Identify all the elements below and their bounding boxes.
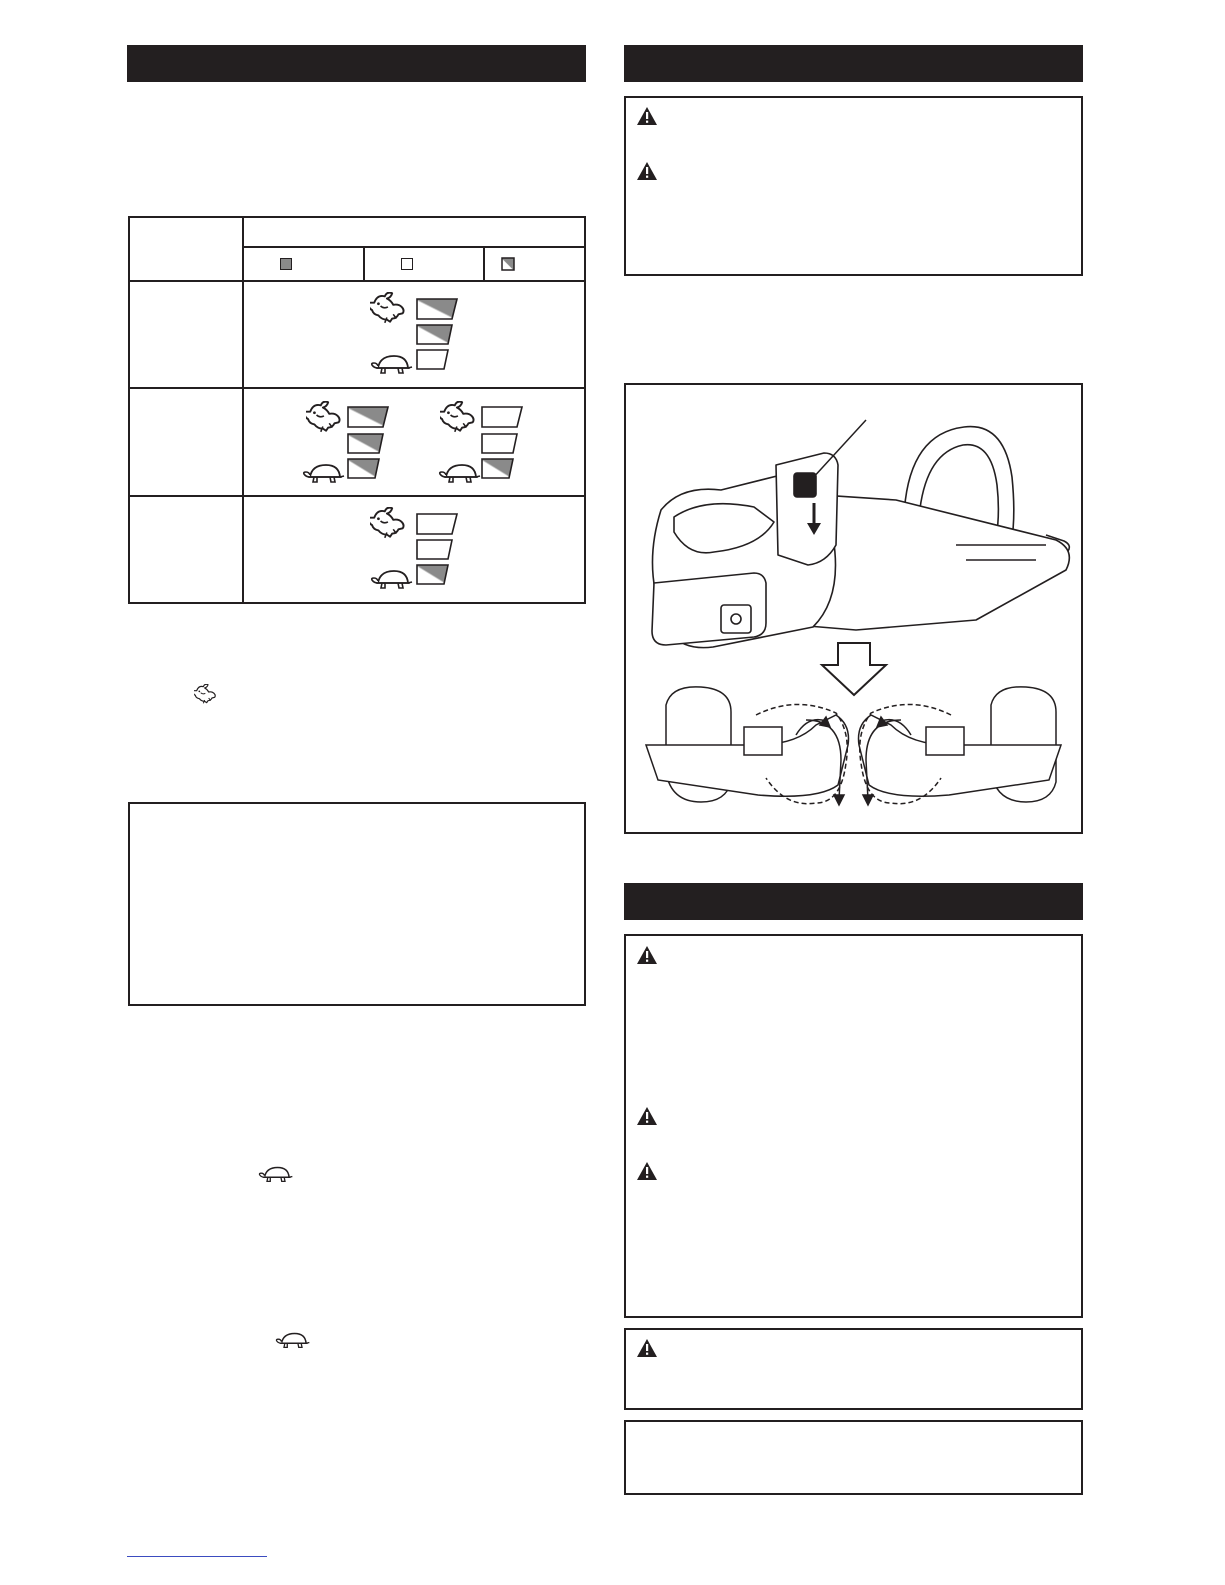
turtle-icon xyxy=(440,465,480,482)
lamp-blink xyxy=(417,325,452,344)
turtle-icon xyxy=(372,571,412,588)
warning-box-3 xyxy=(624,1328,1083,1410)
warning-icon xyxy=(636,1106,658,1126)
rabbit-icon xyxy=(439,402,474,432)
turtle-icon xyxy=(275,1331,311,1349)
lamp-on-legend xyxy=(244,248,365,280)
warning-box-1 xyxy=(624,96,1083,276)
right-section-header-bar-1 xyxy=(624,45,1083,82)
left-note-box xyxy=(128,802,586,1006)
lamp-off-legend xyxy=(365,248,486,280)
hedge-trimmer-illustration xyxy=(626,385,1081,832)
rabbit-icon xyxy=(369,508,404,538)
table-corner-cell xyxy=(129,217,243,281)
row-1-lamps xyxy=(243,281,585,388)
warning-icon xyxy=(636,1338,658,1358)
lamp-off xyxy=(417,350,448,369)
lamp-off-swatch xyxy=(401,258,413,270)
rabbit-icon xyxy=(369,293,404,323)
warning-icon xyxy=(636,1161,658,1181)
footer-link-underline[interactable] xyxy=(127,1556,267,1557)
row-1-label-cell xyxy=(129,281,243,388)
warning-box-2 xyxy=(624,934,1083,1318)
figure-box xyxy=(624,383,1083,834)
legend-header-cell xyxy=(243,217,585,281)
turtle-icon xyxy=(258,1165,294,1183)
row-3-label-cell xyxy=(129,496,243,603)
turtle-icon xyxy=(372,356,412,373)
lamp-blink xyxy=(417,299,457,319)
row-2-label-cell xyxy=(129,388,243,496)
left-section-header-bar xyxy=(127,45,586,82)
indicator-lamp-table xyxy=(128,216,586,604)
right-section-header-bar-2 xyxy=(624,883,1083,920)
warning-icon xyxy=(636,945,658,965)
lamp-blinking-legend xyxy=(485,248,584,280)
note-box xyxy=(624,1420,1083,1495)
warning-icon xyxy=(636,106,658,126)
lamp-on-swatch xyxy=(280,258,292,270)
row-2-lamps xyxy=(243,388,585,496)
rabbit-icon xyxy=(194,684,218,704)
warning-icon xyxy=(636,161,658,181)
row-3-lamps xyxy=(243,496,585,603)
lamp-blinking-swatch xyxy=(501,257,515,271)
down-arrow-icon xyxy=(822,643,886,695)
turtle-icon xyxy=(304,465,344,482)
rabbit-icon xyxy=(305,402,340,432)
